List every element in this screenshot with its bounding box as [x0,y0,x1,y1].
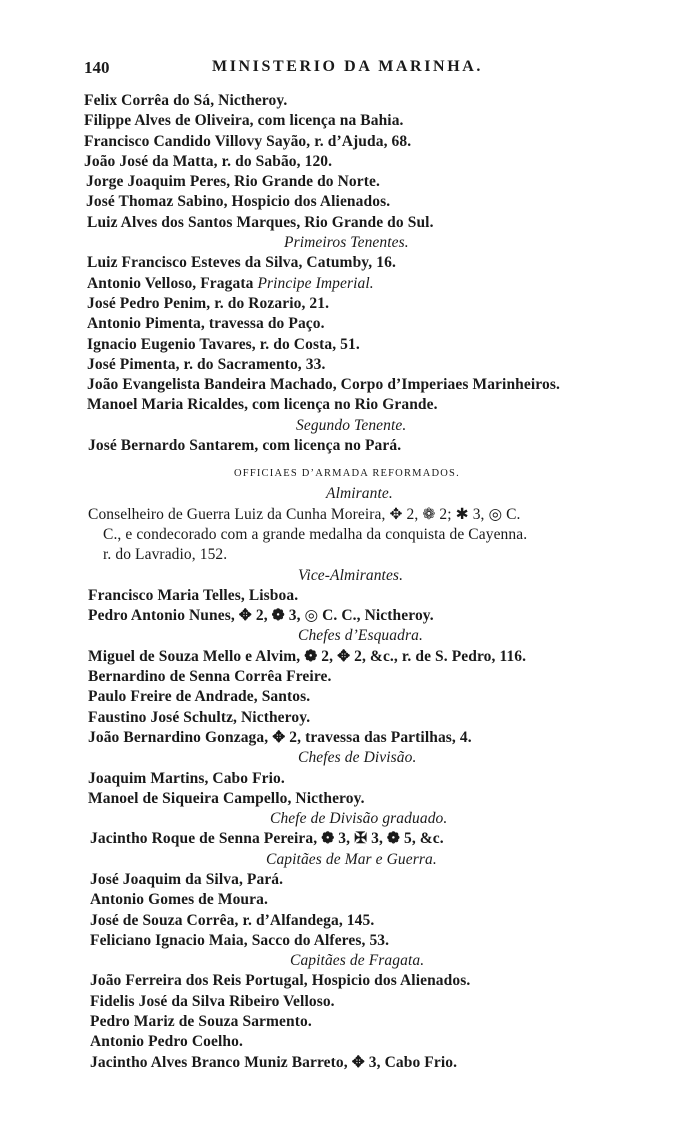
officer-entry [84,1012,664,1032]
officer-entry [84,274,664,294]
officer-entry [84,992,664,1012]
line-text: OFFICIAES D’ARMADA REFORMADOS. [234,468,460,480]
line-text: Bernardino de Senna Corrêa Freire. [88,668,332,686]
line-text: Feliciano Ignacio Maia, Sacco do Alferes, 53. [90,931,390,949]
line-text: Pedro Mariz de Souza Sarmento. [90,1013,312,1031]
line-text: Chefes de Divisão. [298,749,417,767]
officer-entry [84,586,664,606]
line-text: Antonio Pimenta, travessa do Paço. [87,315,325,333]
line-text: Luiz Alves dos Santos Marques, Rio Grande do Sul. [87,213,434,231]
rank-heading [84,748,664,768]
line-text: João Evangelista Bandeira Machado, Corpo d’Imperiaes Marinheiros. [87,376,560,394]
officer-entry [84,395,664,415]
line-text: Antonio Gomes de Moura. [90,891,268,909]
rank-heading [84,484,664,504]
line-text: Capitães de Mar e Guerra. [266,850,437,868]
officer-entry [84,870,664,890]
officer-entry [84,152,664,172]
officer-entry [84,971,664,991]
line-text: Jorge Joaquim Peres, Rio Grande do Norte. [86,173,380,191]
officer-entry [84,132,664,152]
officer-entry [84,1053,664,1073]
page-header [84,58,644,82]
ship-name: Principe Imperial. [257,274,374,292]
officer-entry [84,253,664,273]
line-text: Jacintho Alves Branco Muniz Barreto, ✥ 3, Cabo Frio. [90,1053,458,1071]
officer-entry [84,1032,664,1052]
line-text: Capitães de Fragata. [290,952,425,970]
officer-entry [84,890,664,910]
officer-entry [84,91,664,111]
page-number: 140 [84,58,110,77]
rank-heading [84,951,664,971]
officer-entry [84,436,664,456]
line-text: Chefes d’Esquadra. [298,627,423,645]
entry-continuation [84,545,664,565]
officer-entry [84,931,664,951]
section-title [84,456,664,484]
entry-continuation [84,525,664,545]
running-title: MINISTERIO DA MARINHA. [212,58,483,75]
line-text: Pedro Antonio Nunes, ✥ 2, ❁ 3, ◎ C. C., Nictheroy. [88,607,434,625]
line-text: Primeiros Tenentes. [284,234,409,252]
line-text: r. do Lavradio, 152. [103,546,228,564]
officer-entry [84,829,664,849]
line-text: C., e condecorado com a grande medalha da conquista de Cayenna. [103,525,528,543]
line-text: Almirante. [326,485,393,503]
officer-entry [84,647,664,667]
officer-entry [84,192,664,212]
officer-entry [84,375,664,395]
line-text: João Ferreira dos Reis Portugal, Hospicio dos Alienados. [90,972,471,990]
officer-entry [84,294,664,314]
officer-entry [84,111,664,131]
line-text: José de Souza Corrêa, r. d’Alfandega, 145. [90,911,375,929]
rank-heading [84,626,664,646]
line-text: Manoel Maria Ricaldes, com licença no Rio Grande. [87,396,438,414]
line-text: Francisco Candido Villovy Sayão, r. d’Ajuda, 68. [84,132,412,150]
line-text: José Pimenta, r. do Sacramento, 33. [87,355,326,373]
officer-entry [84,505,664,525]
line-text: Vice-Almirantes. [298,566,404,584]
line-text: Conselheiro de Guerra Luiz da Cunha Moreira, ✥ 2, ❁ 2; ✱ 3, ◎ C. [88,505,521,523]
officer-entry [84,213,664,233]
line-text: José Bernardo Santarem, com licença no Pará. [88,437,402,455]
line-text: Miguel de Souza Mello e Alvim, ❁ 2, ✥ 2, &c., r. de S. Pedro, 116. [88,647,527,665]
line-text: José Thomaz Sabino, Hospicio dos Alienados. [86,193,391,211]
line-text: Antonio Velloso, Fragata [87,274,258,292]
line-text: Jacintho Roque de Senna Pereira, ❁ 3, ✠ 3, ❁ 5, &c. [90,830,444,848]
rank-heading [84,416,664,436]
page-body [84,91,664,1073]
officer-entry [84,667,664,687]
line-text: Joaquim Martins, Cabo Frio. [88,769,285,787]
line-text: Chefe de Divisão graduado. [270,810,448,828]
officer-entry [84,606,664,626]
officer-entry [84,911,664,931]
line-text: Antonio Pedro Coelho. [90,1033,243,1051]
officer-entry [84,728,664,748]
rank-heading [84,233,664,253]
officer-entry [84,769,664,789]
rank-heading [84,850,664,870]
rank-heading [84,566,664,586]
line-text: Segundo Tenente. [296,416,407,434]
officer-entry [84,687,664,707]
line-text: José Joaquim da Silva, Pará. [90,870,284,888]
line-text: Luiz Francisco Esteves da Silva, Catumby, 16. [87,254,396,272]
line-text: Ignacio Eugenio Tavares, r. do Costa, 51. [87,335,360,353]
line-text: João José da Matta, r. do Sabão, 120. [84,152,333,170]
officer-entry [84,355,664,375]
rank-heading [84,809,664,829]
officer-entry [84,172,664,192]
officer-entry [84,335,664,355]
officer-entry [84,708,664,728]
officer-entry [84,789,664,809]
officer-entry [84,314,664,334]
line-text: Fidelis José da Silva Ribeiro Velloso. [90,992,335,1010]
line-text: Manoel de Siqueira Campello, Nictheroy. [88,789,365,807]
line-text: Francisco Maria Telles, Lisboa. [88,586,299,604]
line-text: Paulo Freire de Andrade, Santos. [88,688,311,706]
line-text: João Bernardino Gonzaga, ✥ 2, travessa das Partilhas, 4. [88,728,472,746]
line-text: José Pedro Penim, r. do Rozario, 21. [87,294,330,312]
line-text: Faustino José Schultz, Nictheroy. [88,708,311,726]
line-text: Felix Corrêa do Sá, Nictheroy. [84,92,288,109]
line-text: Filippe Alves de Oliveira, com licença na Bahia. [84,112,404,130]
